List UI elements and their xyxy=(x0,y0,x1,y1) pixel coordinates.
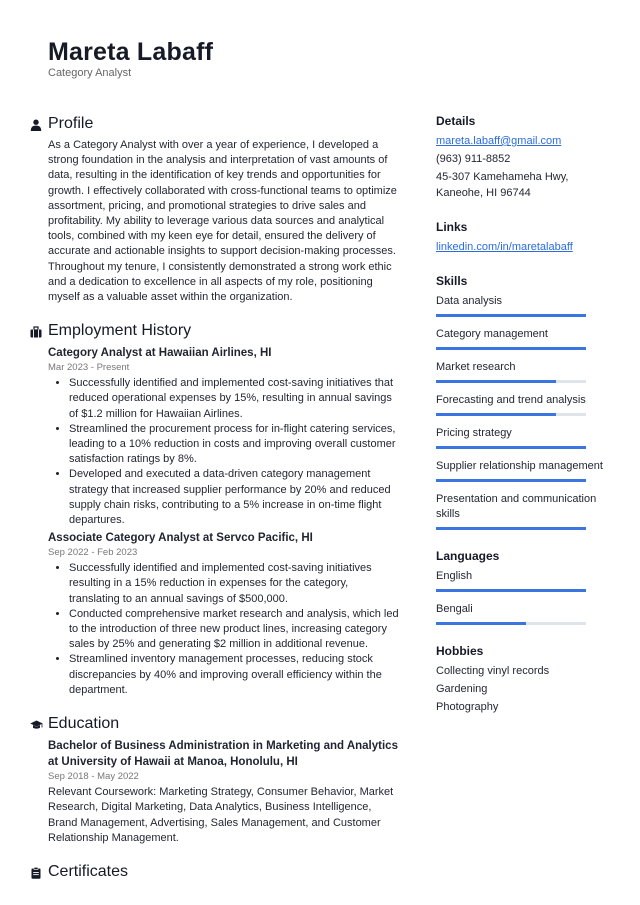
language-label: Bengali xyxy=(436,603,473,616)
skill-level-bar xyxy=(436,413,586,416)
level-fill xyxy=(436,347,586,350)
sidebar-column xyxy=(436,114,611,735)
skill-label: Supplier relationship management xyxy=(436,460,603,473)
skill-level-bar xyxy=(436,347,586,350)
hobby-item: Collecting vinyl records xyxy=(436,665,550,678)
job-bullet: • Streamlined inventory management processes, reducing stock discrepancies by 40% and improving overall efficiency within the department. xyxy=(69,652,402,698)
skill-label: Category management xyxy=(436,328,548,341)
skill-label: Pricing strategy xyxy=(436,427,512,440)
degree-title: Bachelor of Business Administration in Marketing and Analytics at University of Hawaii at Manoa, Honolulu, HI xyxy=(48,740,398,769)
linkedin-link[interactable]: linkedin.com/in/maretalabaff xyxy=(436,240,573,253)
language-label: English xyxy=(436,570,473,583)
briefcase-icon xyxy=(30,325,42,337)
links-section xyxy=(436,220,611,255)
profile-section xyxy=(30,114,402,305)
skill-level-bar xyxy=(436,479,586,482)
skill-label: Market research xyxy=(436,361,516,374)
employment-section xyxy=(30,321,402,698)
profile-heading: Profile xyxy=(48,115,94,132)
skill-item xyxy=(436,459,611,482)
job-entry xyxy=(48,345,402,528)
skill-level-bar xyxy=(436,380,586,383)
phone-number: (963) 911-8852 xyxy=(436,153,511,166)
candidate-title: Category Analyst xyxy=(48,67,132,79)
certificates-header xyxy=(30,862,402,882)
language-level-bar xyxy=(436,589,586,592)
profile-summary: As a Category Analyst with over a year of experience, I developed a strong foundation in the analysis and interpretation of vast amounts of data, resulting in the identification of key trends and opportunities for growth. I effectively collaborated with cross-functional teams to optimize assortment, pricing, and promotional strategies to drive sales and profitability. My ability to leverage various data sources and analytical tools, combined with my keen eye for detail, ensured the delivery of accurate and actionable insights to support decision-making processes. Throughout my tenure, I consistently demonstrated a strong work ethic and a dedication to excellence in all aspects of my role, positioning myself as a valuable asset within the organization. xyxy=(48,139,397,304)
job-bullet: • Developed and executed a data-driven category management strategy that increased supplier performance by 20% and reduced supply chain risks, contributing to a 5% increase in on-time flight departures. xyxy=(69,467,402,528)
employment-header xyxy=(30,321,402,341)
education-header xyxy=(30,714,402,734)
education-section xyxy=(30,714,402,846)
level-fill xyxy=(436,413,556,416)
job-bullets xyxy=(48,561,402,698)
graduation-cap-icon xyxy=(30,718,42,730)
address-line-2: Kaneohe, HI 96744 xyxy=(436,186,531,199)
skill-item xyxy=(436,492,611,530)
profile-header xyxy=(30,114,402,134)
skill-level-bar xyxy=(436,446,586,449)
level-fill xyxy=(436,589,586,592)
education-coursework: Relevant Coursework: Marketing Strategy, Consumer Behavior, Market Research, Digital Marketing, Data Analytics, Business Intelligence, Brand Management, Advertising, Sales Management, and Customer Relationship Management. xyxy=(48,786,394,844)
details-section xyxy=(436,114,611,201)
level-fill xyxy=(436,527,586,530)
links-heading: Links xyxy=(436,219,468,234)
details-heading: Details xyxy=(436,114,476,128)
hobbies-heading: Hobbies xyxy=(436,644,484,659)
job-bullet: • Streamlined the procurement process for in-flight catering services, leading to a 10% reduction in costs and improving overall customer satisfaction ratings by 8%. xyxy=(69,422,402,468)
candidate-name: Mareta Labaff xyxy=(48,38,214,66)
skills-section xyxy=(436,274,611,530)
job-bullets xyxy=(48,376,402,528)
skill-level-bar xyxy=(436,527,586,530)
level-fill xyxy=(436,622,526,625)
skill-level-bar xyxy=(436,314,586,317)
hobby-item: Photography xyxy=(436,701,499,714)
skill-label: Presentation and communication skills xyxy=(436,493,597,521)
employment-heading: Employment History xyxy=(48,322,192,340)
level-fill xyxy=(436,314,586,317)
job-bullet: • Conducted comprehensive market research and analysis, which led to the introduction of three new product lines, increasing category sales by 25% and generating $2 million in additional revenue. xyxy=(69,607,402,653)
hobbies-section xyxy=(436,644,611,716)
certificates-heading: Certificates xyxy=(48,862,129,880)
certificate-icon xyxy=(30,866,42,878)
job-dates: Mar 2023 - Present xyxy=(48,362,130,374)
education-heading: Education xyxy=(48,715,120,733)
languages-heading: Languages xyxy=(436,549,500,564)
address-line-1: 45-307 Kamehameha Hwy, xyxy=(436,171,569,184)
level-fill xyxy=(436,380,556,383)
education-dates: Sep 2018 - May 2022 xyxy=(48,771,139,783)
skill-item xyxy=(436,426,611,449)
skill-item xyxy=(436,360,611,383)
hobby-item: Gardening xyxy=(436,683,488,696)
languages-section xyxy=(436,549,611,625)
skill-label: Forecasting and trend analysis xyxy=(436,394,586,407)
skill-label: Data analysis xyxy=(436,295,503,308)
job-bullet: • Successfully identified and implemented cost-saving initiatives resulting in a 15% reduction in expenses for the category, translating to an annual savings of $500,000. xyxy=(69,561,402,607)
language-item xyxy=(436,569,611,592)
job-entry xyxy=(48,530,402,698)
job-title: Associate Category Analyst at Servco Pacific, HI xyxy=(48,532,313,545)
skill-item xyxy=(436,393,611,416)
language-level-bar xyxy=(436,622,586,625)
level-fill xyxy=(436,446,586,449)
job-title: Category Analyst at Hawaiian Airlines, HI xyxy=(48,347,272,360)
skill-item xyxy=(436,327,611,350)
job-bullet: • Successfully identified and implemented cost-saving initiatives that reduced operational expenses by 15%, resulting in annual savings of $1.2 million for Hawaiian Airlines. xyxy=(69,376,402,422)
language-item xyxy=(436,602,611,625)
job-dates: Sep 2022 - Feb 2023 xyxy=(48,547,138,559)
skills-heading: Skills xyxy=(436,274,468,289)
person-icon xyxy=(30,118,42,130)
main-column xyxy=(30,114,402,898)
email-link[interactable]: mareta.labaff@gmail.com xyxy=(436,135,562,147)
level-fill xyxy=(436,479,586,482)
skill-item xyxy=(436,294,611,317)
certificates-section xyxy=(30,862,402,882)
